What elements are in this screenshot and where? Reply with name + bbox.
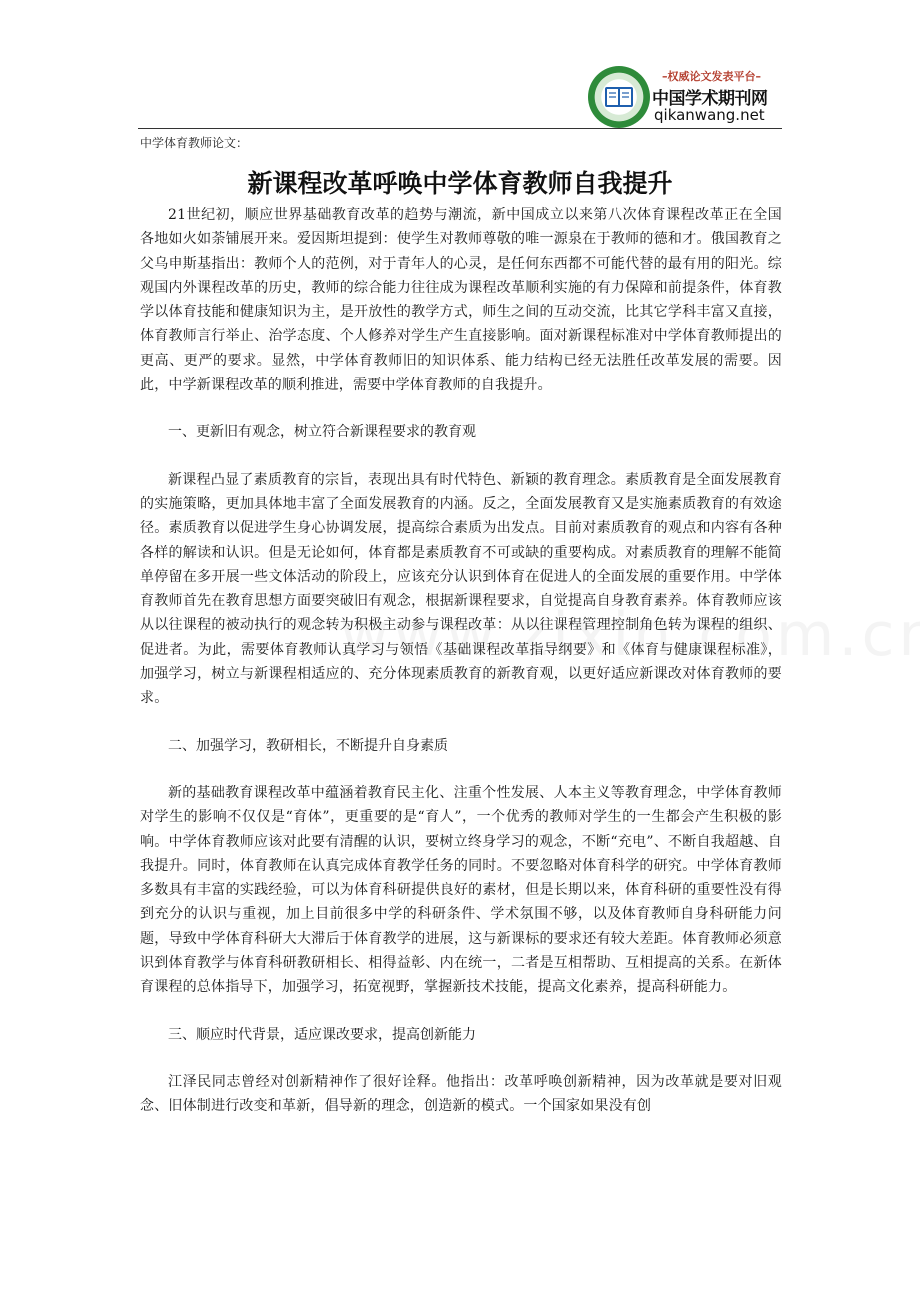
site-logo	[588, 64, 788, 130]
section-heading-1: 一、更新旧有观念，树立符合新课程要求的教育观	[168, 424, 476, 441]
logo-name: 中国学术期刊网	[652, 89, 768, 109]
section-heading-3: 三、顺应时代背景，适应课改要求，提高创新能力	[168, 1026, 476, 1043]
logo-url: qikanwang.net	[654, 106, 765, 124]
document-title: 新课程改革呼唤中学体育教师自我提升	[247, 169, 673, 198]
logo-seal-icon	[588, 66, 650, 128]
section-heading-2: 二、加强学习，教研相长，不断提升自身素质	[168, 737, 448, 754]
category-tag: 中学体育教师论文：	[140, 136, 249, 150]
section-body-1: 新课程凸显了素质教育的宗旨，表现出具有时代特色、新颖的教育理念。素质教育是全面发展教育的实施策略，更加具体地丰富了全面发展教育的内涵。反之，全面发展教育又是实施素质教育的有效途径。素质教育以促进学生身心协调发展，提高综合素质为出发点。目前对素质教育的观点和内容有各种各样的解读和认识。但是无论如何，体育都是素质教育不可或缺的重要构成。对素质教育的理解不能简单停留在多开展一些文体活动的阶段上，应该充分认识到体育在促进人的全面发展的重要作用。中学体育教师首先在教育思想方面要突破旧有观念，根据新课程要求，自觉提高自身教育素养。体育教师应该从以往课程的被动执行的观念转为积极主动参与课程改革：从以往课程管理控制角色转为课程的组织、促进者。为此，需要体育教师认真学习与领悟《基础课程改革指导纲要》和《体育与健康课程标准》，加强学习，树立与新课程相适应的、充分体现素质教育的新教育观，以更好适应新课改对体育教师的要求。	[140, 471, 782, 707]
document-body	[140, 203, 782, 1119]
section-body-2: 新的基础教育课程改革中蕴涵着教育民主化、注重个性发展、人本主义等教育理念，中学体育教师对学生的影响不仅仅是“育体”，更重要的是“育人”，一个优秀的教师对学生的一生都会产生积极的影响。中学体育教师应该对此要有清醒的认识，要树立终身学习的观念，不断“充电”、不断自我超越、自我提升。同时，体育教师在认真完成体育教学任务的同时。不要忽略对体育科学的研究。中学体育教师多数具有丰富的实践经验，可以为体育科研提供良好的素材，但是长期以来，体育科研的重要性没有得到充分的认识与重视，加上目前很多中学的科研条件、学术氛围不够，以及体育教师自身科研能力问题，导致中学体育科研大大滞后于体育教学的进展，这与新课标的要求还有较大差距。体育教师必须意识到体育教学与体育科研教研相长、相得益彰、内在统一，二者是互相帮助、互相提高的关系。在新体育课程的总体指导下，加强学习，拓宽视野，掌握新技术技能，提高文化素养，提高科研能力。	[140, 784, 782, 996]
header-divider	[138, 128, 782, 129]
logo-slogan: –权威论文发表平台–	[662, 70, 761, 83]
intro-paragraph: 21世纪初，顺应世界基础教育改革的趋势与潮流，新中国成立以来第八次体育课程改革正在全国各地如火如荼铺展开来。爱因斯坦提到：使学生对教师尊敬的唯一源泉在于教师的德和才。俄国教育之父乌申斯基指出：教师个人的范例，对于青年人的心灵，是任何东西都不可能代替的最有用的阳光。综观国内外课程改革的历史，教师的综合能力往往成为课程改革顺利实施的有力保障和前提条件，体育教学以体育技能和健康知识为主，是开放性的教学方式，师生之间的互动交流，比其它学科丰富又直接，体育教师言行举止、治学态度、个人修养对学生产生直接影响。面对新课程标准对中学体育教师提出的更高、更严的要求。显然，中学体育教师旧的知识体系、能力结构已经无法胜任改革发展的需要。因此，中学新课程改革的顺利推进，需要中学体育教师的自我提升。	[140, 207, 782, 394]
section-body-3: 江泽民同志曾经对创新精神作了很好诠释。他指出：改革呼唤创新精神，因为改革就是要对旧观念、旧体制进行改变和革新，倡导新的理念，创造新的模式。一个国家如果没有创	[140, 1073, 782, 1115]
